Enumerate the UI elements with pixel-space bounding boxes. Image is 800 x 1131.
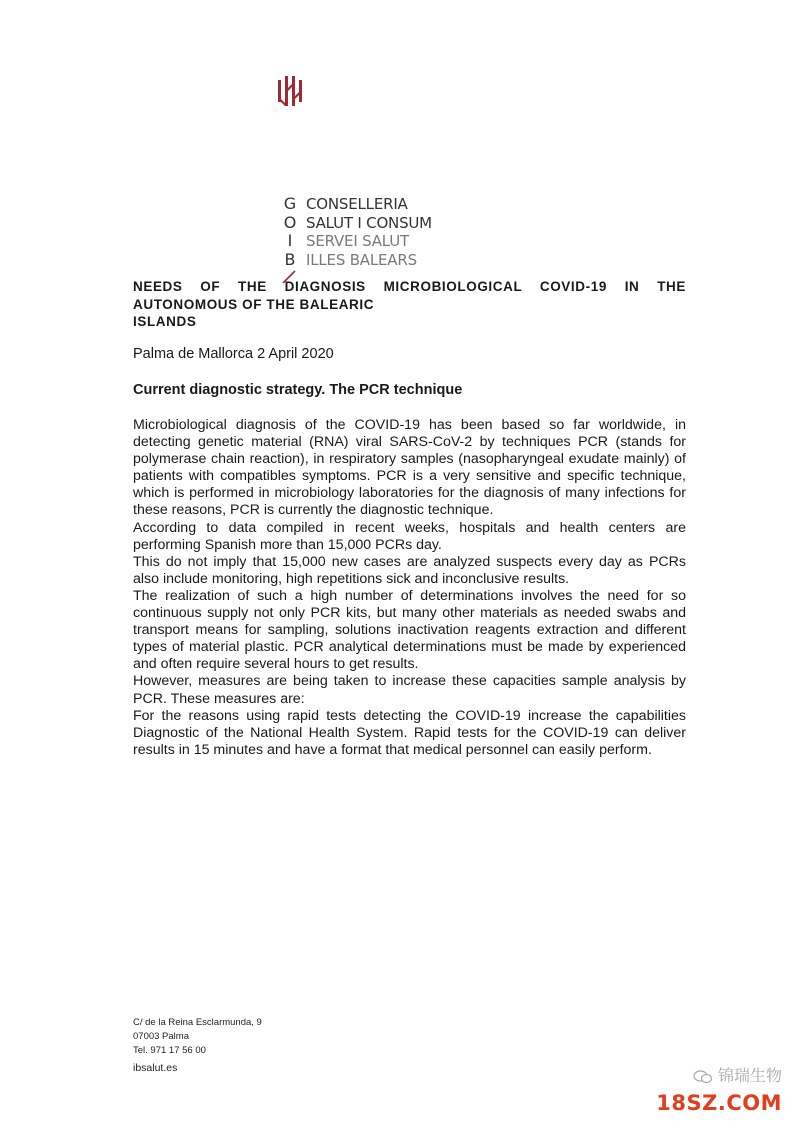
goib-letter: O [283,212,297,232]
document-title [133,278,686,331]
goib-letter: G [283,194,297,213]
page-footer [133,1016,262,1075]
document-body [133,417,686,759]
organization-name [306,195,432,269]
watermark-chinese-text: 锦瑞生物 [717,1066,782,1085]
org-line-illes-balears: ILLES BALEARS [306,250,417,269]
org-line-conselleria: CONSELLERIA [306,195,408,213]
goib-acronym [278,195,302,269]
org-line-salut-consum: SALUT I CONSUM [306,213,432,232]
section-heading: Current diagnostic strategy. The PCR technique [133,382,463,398]
body-paragraph: This do not imply that 15,000 new cases are analyzed suspects every day as PCRs also include monitoring, high repetitions sick and inconclusive results. [133,553,686,587]
title-line: ISLANDS [133,314,197,329]
watermark-brand [693,1063,782,1086]
balearic-emblem-icon [278,74,302,110]
body-paragraph: For the reasons using rapid tests detecting the COVID-19 increase the capabilities Diagnostic of the National Health System. Rapid tests for the COVID-19 can deliver results in 15 minutes and have a format that medical personnel can easily perform. [133,707,686,758]
wechat-icon [693,1070,713,1084]
body-paragraph: According to data compiled in recent weeks, hospitals and health centers are performing Spanish more than 15,000 PCRs day. [133,519,686,553]
body-paragraph: Microbiological diagnosis of the COVID-19 has been based so far worldwide, in detecting genetic material (RNA) viral SARS-CoV-2 by techniques PCR (stands for polymerase chain reaction), in respiratory samples (nasopharyngeal exudate mainly) of patients with compatibles symptoms. PCR is a very sensitive and specific technique, which is performed in microbiology laboratories for the diagnosis of many infections for these reasons, PCR is currently the diagnostic technique. [133,417,686,519]
footer-address-street: C/ de la Reina Esclarmunda, 9 [133,1017,262,1028]
title-line: AUTONOMOUS OF THE BALEARIC [133,296,375,312]
watermark-site: 18SZ.COM [656,1091,782,1115]
footer-website-link[interactable]: ibsalut.es [133,1062,178,1074]
footer-phone: Tel. 971 17 56 00 [133,1045,206,1056]
watermark [632,1061,782,1121]
goib-letter: B [284,249,296,269]
goib-letter: I [287,231,293,250]
body-paragraph: The realization of such a high number of determinations involves the need for so continuous supply not only PCR kits, but many other materials as needed swabs and transport means for sampling, solutions inactivation reagents extraction and different types of material plastic. PCR analytical determinations must be made by experienced and often require several hours to get results. [133,587,686,673]
goib-logo [278,74,498,269]
footer-address-city: 07003 Palma [133,1031,189,1042]
body-paragraph: However, measures are being taken to increase these capacities sample analysis by PCR. These measures are: [133,673,686,707]
org-line-servei-salut: SERVEI SALUT [306,232,409,250]
title-line: NEEDS OF THE DIAGNOSIS MICROBIOLOGICAL COVID-19 IN THE [133,279,686,294]
document-date: Palma de Mallorca 2 April 2020 [133,346,334,362]
